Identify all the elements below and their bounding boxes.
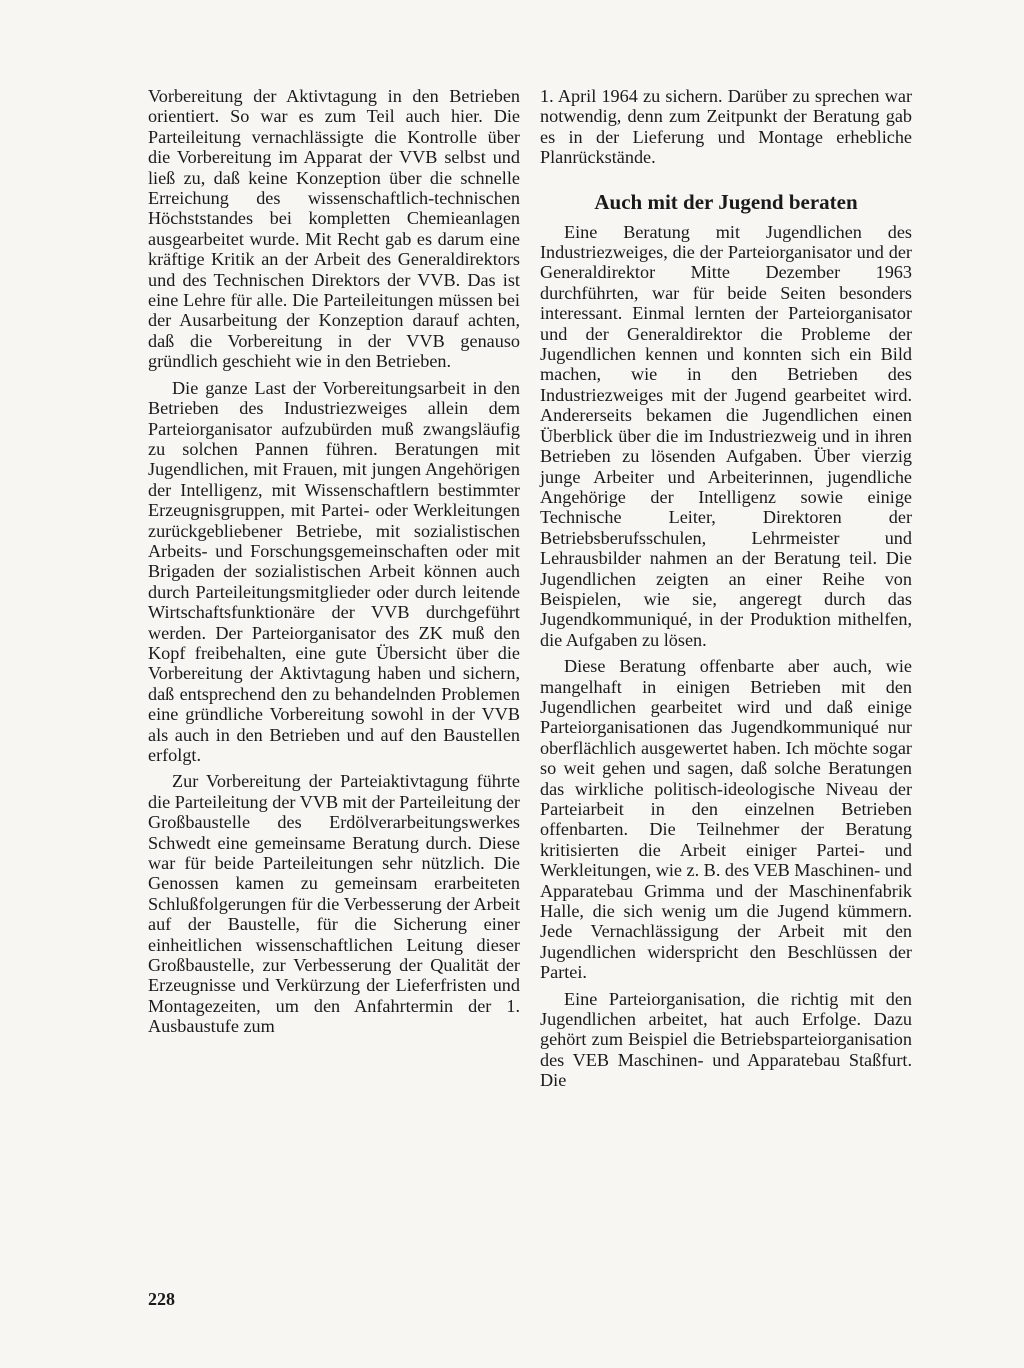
right-column [540, 86, 912, 1097]
paragraph: Eine Parteiorganisation, die richtig mit den Jugendlichen arbeitet, hat auch Erfolge. Dazu gehört zum Beispiel die Betriebsparteiorganisation des VEB Maschinen- und Apparatebau Staßfurt. Die [540, 988, 912, 1091]
paragraph: Zur Vorbereitung der Parteiaktivtagung führte die Parteileitung der VVB mit der Parteileitung der Großbaustelle des Erdölverarbeitungswerkes Schwedt eine gemeinsame Beratung durch. Diese war für beide Parteileitungen sehr nützlich. Die Genossen kamen zu gemeinsam erarbeiteten Schlußfolgerungen für die Verbesserung der Arbeit auf der Baustelle, für die Sicherung einer einheitlichen wissenschaftlichen Leitung dieser Großbaustelle, zur Verbesserung der Qualität der Erzeugnisse und Verkürzung der Lieferfristen und Montagezeiten, um den Anfahrtermin der 1. Ausbaustufe zum [148, 771, 520, 1037]
paragraph: Vorbereitung der Aktivtagung in den Betrieben orientiert. So war es zum Teil auch hier. Die Parteileitung vernachlässigte die Kontrolle über die Vorbereitung im Apparat der VVB selbst und ließ zu, daß keine Konzeption über die schnelle Erreichung des wissenschaftlich-technischen Höchststandes bei kompletten Chemieanlagen ausgearbeitet wurde. Mit Recht gab es darum eine kräftige Kritik an der Arbeit des Generaldirektors und des Technischen Direktors der VVB. Das ist eine Lehre für alle. Die Parteileitungen müssen bei der Ausarbeitung der Konzeption darauf achten, daß die Vorbereitung in der VVB genauso gründlich geschieht wie in den Betrieben. [148, 86, 520, 372]
paragraph: 1. April 1964 zu sichern. Darüber zu sprechen war notwendig, denn zum Zeitpunkt der Beratung gab es in der Lieferung und Montage erhebliche Planrückstände. [540, 86, 912, 168]
paragraph: Eine Beratung mit Jugendlichen des Industriezweiges, die der Parteiorganisator und der Generaldirektor Mitte Dezember 1963 durchführten, war für beide Seiten besonders interessant. Einmal lernten der Parteiorganisator und der Generaldirektor die Probleme der Jugendlichen kennen und konnten sich ein Bild machen, wie in den Betrieben des Industriezweiges mit der Jugend gearbeitet wird. Andererseits bekamen die Jugendlichen einen Überblick über die im Industriezweig und in ihren Betrieben zu lösenden Aufgaben. Über vierzig junge Arbeiter und Arbeiterinnen, jugendliche Angehörige der Intelligenz sowie einige Technische Leiter, Direktoren der Betriebsberufsschulen, Lehrmeister und Lehrausbilder nahmen an der Beratung teil. Die Jugendlichen zeigten an einer Reihe von Beispielen, wie sie, angeregt durch das Jugendkommuniqué, in der Produktion mithelfen, die Aufgaben zu lösen. [540, 221, 912, 650]
paragraph: Die ganze Last der Vorbereitungsarbeit in den Betrieben des Industriezweiges allein dem Parteiorganisator aufzubürden muß zwangsläufig zu solchen Pannen führen. Beratungen mit Jugendlichen, mit Frauen, mit jungen Angehörigen der Intelligenz, mit Wissenschaftlern bestimmter Erzeugnisgruppen, mit Partei- oder Werkleitungen zurückgebliebener Betriebe, mit sozialistischen Arbeits- und Forschungsgemeinschaften oder mit Brigaden der sozialistischen Arbeit können auch durch Parteileitungsmitglieder oder durch leitende Wirtschaftsfunktionäre der VVB durchgeführt werden. Der Parteiorganisator des ZK muß den Kopf freibehalten, eine gute Übersicht über die Vorbereitung der Aktivtagung haben und sichern, daß entsprechend den zu behandelnden Problemen eine gründliche Vorbereitung sowohl in der VVB als auch in den Betrieben und auf den Baustellen erfolgt. [148, 377, 520, 765]
section-heading: Auch mit der Jugend beraten [594, 189, 858, 214]
page-number: 228 [148, 1289, 175, 1309]
paragraph: Diese Beratung offenbarte aber auch, wie mangelhaft in einigen Betrieben mit den Jugendlichen gearbeitet wird und daß einige Parteiorganisationen das Jugendkommuniqué nur oberflächlich ausgewertet haben. Ich möchte sogar so weit gehen und sagen, daß solche Beratungen das wirkliche politisch-ideologische Niveau der Parteiarbeit in den einzelnen Betrieben offenbarten. Die Teilnehmer der Beratung kritisierten die Arbeit einiger Partei- und Werkleitungen, wie z. B. des VEB Maschinen- und Apparatebau Grimma und der Maschinenfabrik Halle, die sich wenig um die Jugend kümmern. Jede Vernachlässigung der Arbeit mit den Jugendlichen widerspricht den Beschlüssen der Partei. [540, 656, 912, 983]
left-column [148, 86, 520, 1043]
